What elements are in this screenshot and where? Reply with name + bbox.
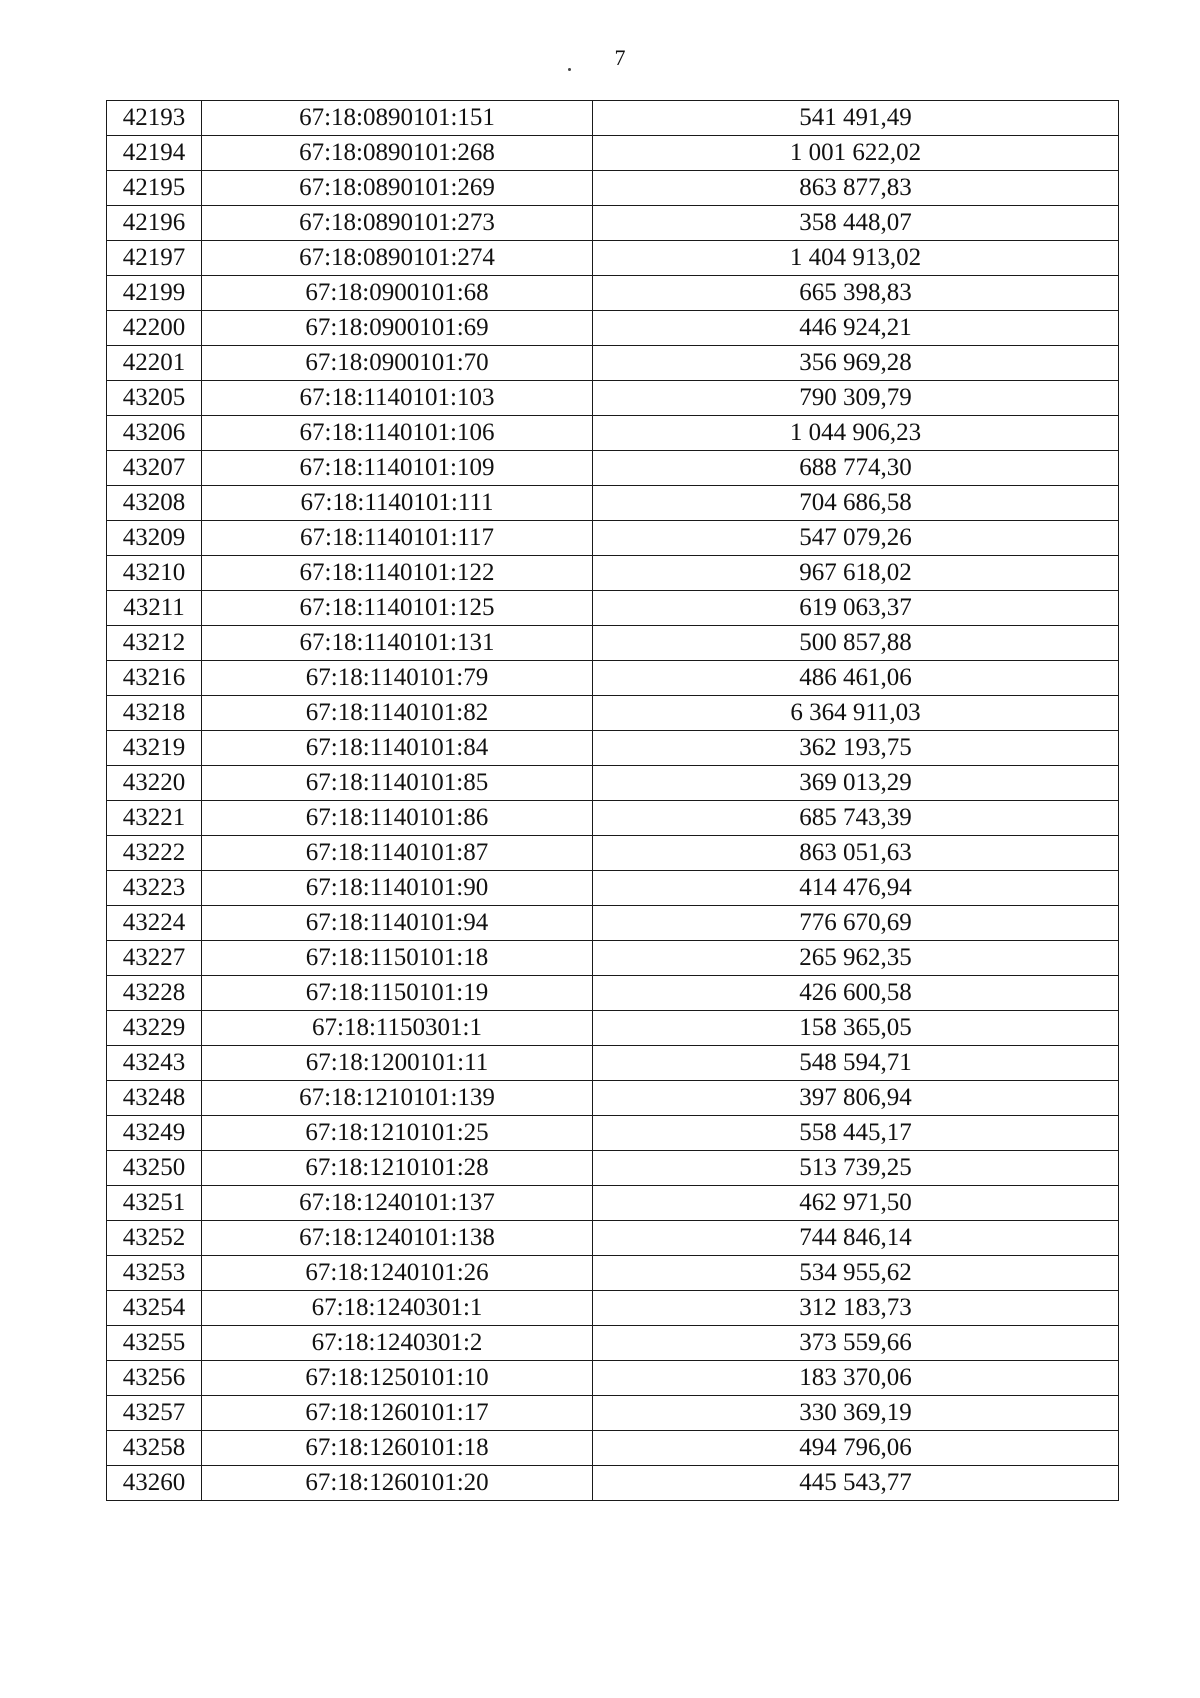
cadastral-number-cell: 67:18:0900101:69	[202, 311, 593, 346]
cadastral-number-cell: 67:18:0890101:268	[202, 136, 593, 171]
cadastral-value-cell: 744 846,14	[593, 1221, 1119, 1256]
cadastral-value-cell: 158 365,05	[593, 1011, 1119, 1046]
table-row	[107, 171, 1119, 206]
row-id-cell: 43254	[107, 1291, 202, 1326]
row-id-cell: 42197	[107, 241, 202, 276]
row-id-cell: 43220	[107, 766, 202, 801]
table-row	[107, 1186, 1119, 1221]
row-id-cell: 43253	[107, 1256, 202, 1291]
cadastral-number-cell: 67:18:1140101:84	[202, 731, 593, 766]
table-row	[107, 1011, 1119, 1046]
cadastral-number-cell: 67:18:1150101:19	[202, 976, 593, 1011]
table-row	[107, 1116, 1119, 1151]
table-row	[107, 941, 1119, 976]
table-row	[107, 626, 1119, 661]
cadastral-value-cell: 369 013,29	[593, 766, 1119, 801]
cadastral-value-cell: 863 051,63	[593, 836, 1119, 871]
row-id-cell: 42201	[107, 346, 202, 381]
row-id-cell: 43223	[107, 871, 202, 906]
cadastral-value-cell: 619 063,37	[593, 591, 1119, 626]
table-row	[107, 346, 1119, 381]
cadastral-number-cell: 67:18:1140101:94	[202, 906, 593, 941]
cadastral-value-cell: 445 543,77	[593, 1466, 1119, 1501]
cadastral-number-cell: 67:18:1140101:117	[202, 521, 593, 556]
row-id-cell: 43257	[107, 1396, 202, 1431]
row-id-cell: 42193	[107, 101, 202, 136]
row-id-cell: 43210	[107, 556, 202, 591]
cadastral-value-cell: 863 877,83	[593, 171, 1119, 206]
row-id-cell: 42199	[107, 276, 202, 311]
cadastral-value-cell: 397 806,94	[593, 1081, 1119, 1116]
cadastral-number-cell: 67:18:0890101:274	[202, 241, 593, 276]
table-row	[107, 486, 1119, 521]
cadastral-value-cell: 558 445,17	[593, 1116, 1119, 1151]
cadastral-value-cell: 688 774,30	[593, 451, 1119, 486]
table-row	[107, 1081, 1119, 1116]
table-row	[107, 1256, 1119, 1291]
cadastral-value-cell: 1 001 622,02	[593, 136, 1119, 171]
cadastral-value-cell: 312 183,73	[593, 1291, 1119, 1326]
table-row	[107, 276, 1119, 311]
cadastral-value-cell: 373 559,66	[593, 1326, 1119, 1361]
table-row	[107, 976, 1119, 1011]
row-id-cell: 43216	[107, 661, 202, 696]
cadastral-value-cell: 685 743,39	[593, 801, 1119, 836]
cadastral-number-cell: 67:18:1140101:90	[202, 871, 593, 906]
cadastral-value-cell: 665 398,83	[593, 276, 1119, 311]
cadastral-value-cell: 414 476,94	[593, 871, 1119, 906]
cadastral-number-cell: 67:18:1210101:28	[202, 1151, 593, 1186]
cadastral-number-cell: 67:18:1210101:139	[202, 1081, 593, 1116]
cadastral-value-cell: 967 618,02	[593, 556, 1119, 591]
row-id-cell: 43229	[107, 1011, 202, 1046]
cadastral-number-cell: 67:18:1140101:103	[202, 381, 593, 416]
table-row	[107, 1221, 1119, 1256]
row-id-cell: 43228	[107, 976, 202, 1011]
table-row	[107, 731, 1119, 766]
row-id-cell: 43256	[107, 1361, 202, 1396]
cadastral-value-cell: 426 600,58	[593, 976, 1119, 1011]
cadastral-value-cell: 790 309,79	[593, 381, 1119, 416]
table-row	[107, 556, 1119, 591]
table-body	[107, 101, 1119, 1501]
table-row	[107, 1361, 1119, 1396]
cadastral-value-cell: 704 686,58	[593, 486, 1119, 521]
cadastral-number-cell: 67:18:1140101:79	[202, 661, 593, 696]
row-id-cell: 42200	[107, 311, 202, 346]
cadastral-number-cell: 67:18:1140101:122	[202, 556, 593, 591]
cadastral-number-cell: 67:18:1200101:11	[202, 1046, 593, 1081]
table-row	[107, 521, 1119, 556]
table-row	[107, 696, 1119, 731]
table-row	[107, 206, 1119, 241]
cadastral-value-cell: 362 193,75	[593, 731, 1119, 766]
table-row	[107, 836, 1119, 871]
cadastral-value-cell: 500 857,88	[593, 626, 1119, 661]
row-id-cell: 43258	[107, 1431, 202, 1466]
cadastral-number-cell: 67:18:1140101:87	[202, 836, 593, 871]
table-row	[107, 1046, 1119, 1081]
cadastral-value-cell: 462 971,50	[593, 1186, 1119, 1221]
cadastral-number-cell: 67:18:1240301:2	[202, 1326, 593, 1361]
cadastral-number-cell: 67:18:0900101:70	[202, 346, 593, 381]
cadastral-number-cell: 67:18:1240101:26	[202, 1256, 593, 1291]
table-row	[107, 311, 1119, 346]
cadastral-number-cell: 67:18:1210101:25	[202, 1116, 593, 1151]
row-id-cell: 43252	[107, 1221, 202, 1256]
row-id-cell: 43212	[107, 626, 202, 661]
cadastral-value-cell: 330 369,19	[593, 1396, 1119, 1431]
row-id-cell: 43211	[107, 591, 202, 626]
scan-speck	[568, 68, 571, 71]
cadastral-number-cell: 67:18:0900101:68	[202, 276, 593, 311]
cadastral-value-table	[106, 100, 1119, 1501]
cadastral-value-cell: 356 969,28	[593, 346, 1119, 381]
row-id-cell: 43260	[107, 1466, 202, 1501]
row-id-cell: 43224	[107, 906, 202, 941]
cadastral-number-cell: 67:18:1140101:106	[202, 416, 593, 451]
row-id-cell: 43255	[107, 1326, 202, 1361]
cadastral-number-cell: 67:18:1240101:138	[202, 1221, 593, 1256]
cadastral-number-cell: 67:18:1250101:10	[202, 1361, 593, 1396]
cadastral-number-cell: 67:18:0890101:273	[202, 206, 593, 241]
table-row	[107, 1326, 1119, 1361]
cadastral-number-cell: 67:18:1260101:20	[202, 1466, 593, 1501]
row-id-cell: 42194	[107, 136, 202, 171]
page-number: 7	[614, 45, 626, 70]
cadastral-number-cell: 67:18:1240301:1	[202, 1291, 593, 1326]
table-row	[107, 766, 1119, 801]
cadastral-number-cell: 67:18:1260101:18	[202, 1431, 593, 1466]
cadastral-value-cell: 548 594,71	[593, 1046, 1119, 1081]
row-id-cell: 43248	[107, 1081, 202, 1116]
table-row	[107, 381, 1119, 416]
row-id-cell: 43243	[107, 1046, 202, 1081]
cadastral-number-cell: 67:18:1150301:1	[202, 1011, 593, 1046]
table-row	[107, 1431, 1119, 1466]
cadastral-number-cell: 67:18:1260101:17	[202, 1396, 593, 1431]
table-row	[107, 241, 1119, 276]
row-id-cell: 43207	[107, 451, 202, 486]
table-row	[107, 451, 1119, 486]
row-id-cell: 43208	[107, 486, 202, 521]
cadastral-value-cell: 358 448,07	[593, 206, 1119, 241]
table-row	[107, 1396, 1119, 1431]
row-id-cell: 43222	[107, 836, 202, 871]
table-row	[107, 661, 1119, 696]
cadastral-value-cell: 776 670,69	[593, 906, 1119, 941]
cadastral-value-cell: 265 962,35	[593, 941, 1119, 976]
table-row	[107, 801, 1119, 836]
row-id-cell: 43206	[107, 416, 202, 451]
row-id-cell: 43209	[107, 521, 202, 556]
table-row	[107, 136, 1119, 171]
cadastral-value-cell: 547 079,26	[593, 521, 1119, 556]
cadastral-value-cell: 541 491,49	[593, 101, 1119, 136]
cadastral-value-cell: 446 924,21	[593, 311, 1119, 346]
cadastral-number-cell: 67:18:1140101:131	[202, 626, 593, 661]
cadastral-value-cell: 486 461,06	[593, 661, 1119, 696]
row-id-cell: 42195	[107, 171, 202, 206]
row-id-cell: 43219	[107, 731, 202, 766]
cadastral-value-cell: 513 739,25	[593, 1151, 1119, 1186]
cadastral-number-cell: 67:18:1240101:137	[202, 1186, 593, 1221]
row-id-cell: 43249	[107, 1116, 202, 1151]
cadastral-number-cell: 67:18:1150101:18	[202, 941, 593, 976]
cadastral-number-cell: 67:18:0890101:269	[202, 171, 593, 206]
table-row	[107, 416, 1119, 451]
cadastral-value-cell: 6 364 911,03	[593, 696, 1119, 731]
table-row	[107, 871, 1119, 906]
row-id-cell: 43218	[107, 696, 202, 731]
cadastral-number-cell: 67:18:1140101:86	[202, 801, 593, 836]
row-id-cell: 43221	[107, 801, 202, 836]
cadastral-value-cell: 534 955,62	[593, 1256, 1119, 1291]
cadastral-number-cell: 67:18:1140101:85	[202, 766, 593, 801]
cadastral-number-cell: 67:18:1140101:125	[202, 591, 593, 626]
row-id-cell: 43227	[107, 941, 202, 976]
table-row	[107, 906, 1119, 941]
cadastral-value-cell: 1 404 913,02	[593, 241, 1119, 276]
row-id-cell: 43250	[107, 1151, 202, 1186]
table-row	[107, 101, 1119, 136]
cadastral-number-cell: 67:18:0890101:151	[202, 101, 593, 136]
cadastral-number-cell: 67:18:1140101:109	[202, 451, 593, 486]
cadastral-value-cell: 183 370,06	[593, 1361, 1119, 1396]
cadastral-value-cell: 494 796,06	[593, 1431, 1119, 1466]
row-id-cell: 43251	[107, 1186, 202, 1221]
table-row	[107, 1151, 1119, 1186]
table-row	[107, 1291, 1119, 1326]
table-row	[107, 591, 1119, 626]
row-id-cell: 43205	[107, 381, 202, 416]
cadastral-number-cell: 67:18:1140101:111	[202, 486, 593, 521]
cadastral-number-cell: 67:18:1140101:82	[202, 696, 593, 731]
cadastral-value-cell: 1 044 906,23	[593, 416, 1119, 451]
row-id-cell: 42196	[107, 206, 202, 241]
table-row	[107, 1466, 1119, 1501]
